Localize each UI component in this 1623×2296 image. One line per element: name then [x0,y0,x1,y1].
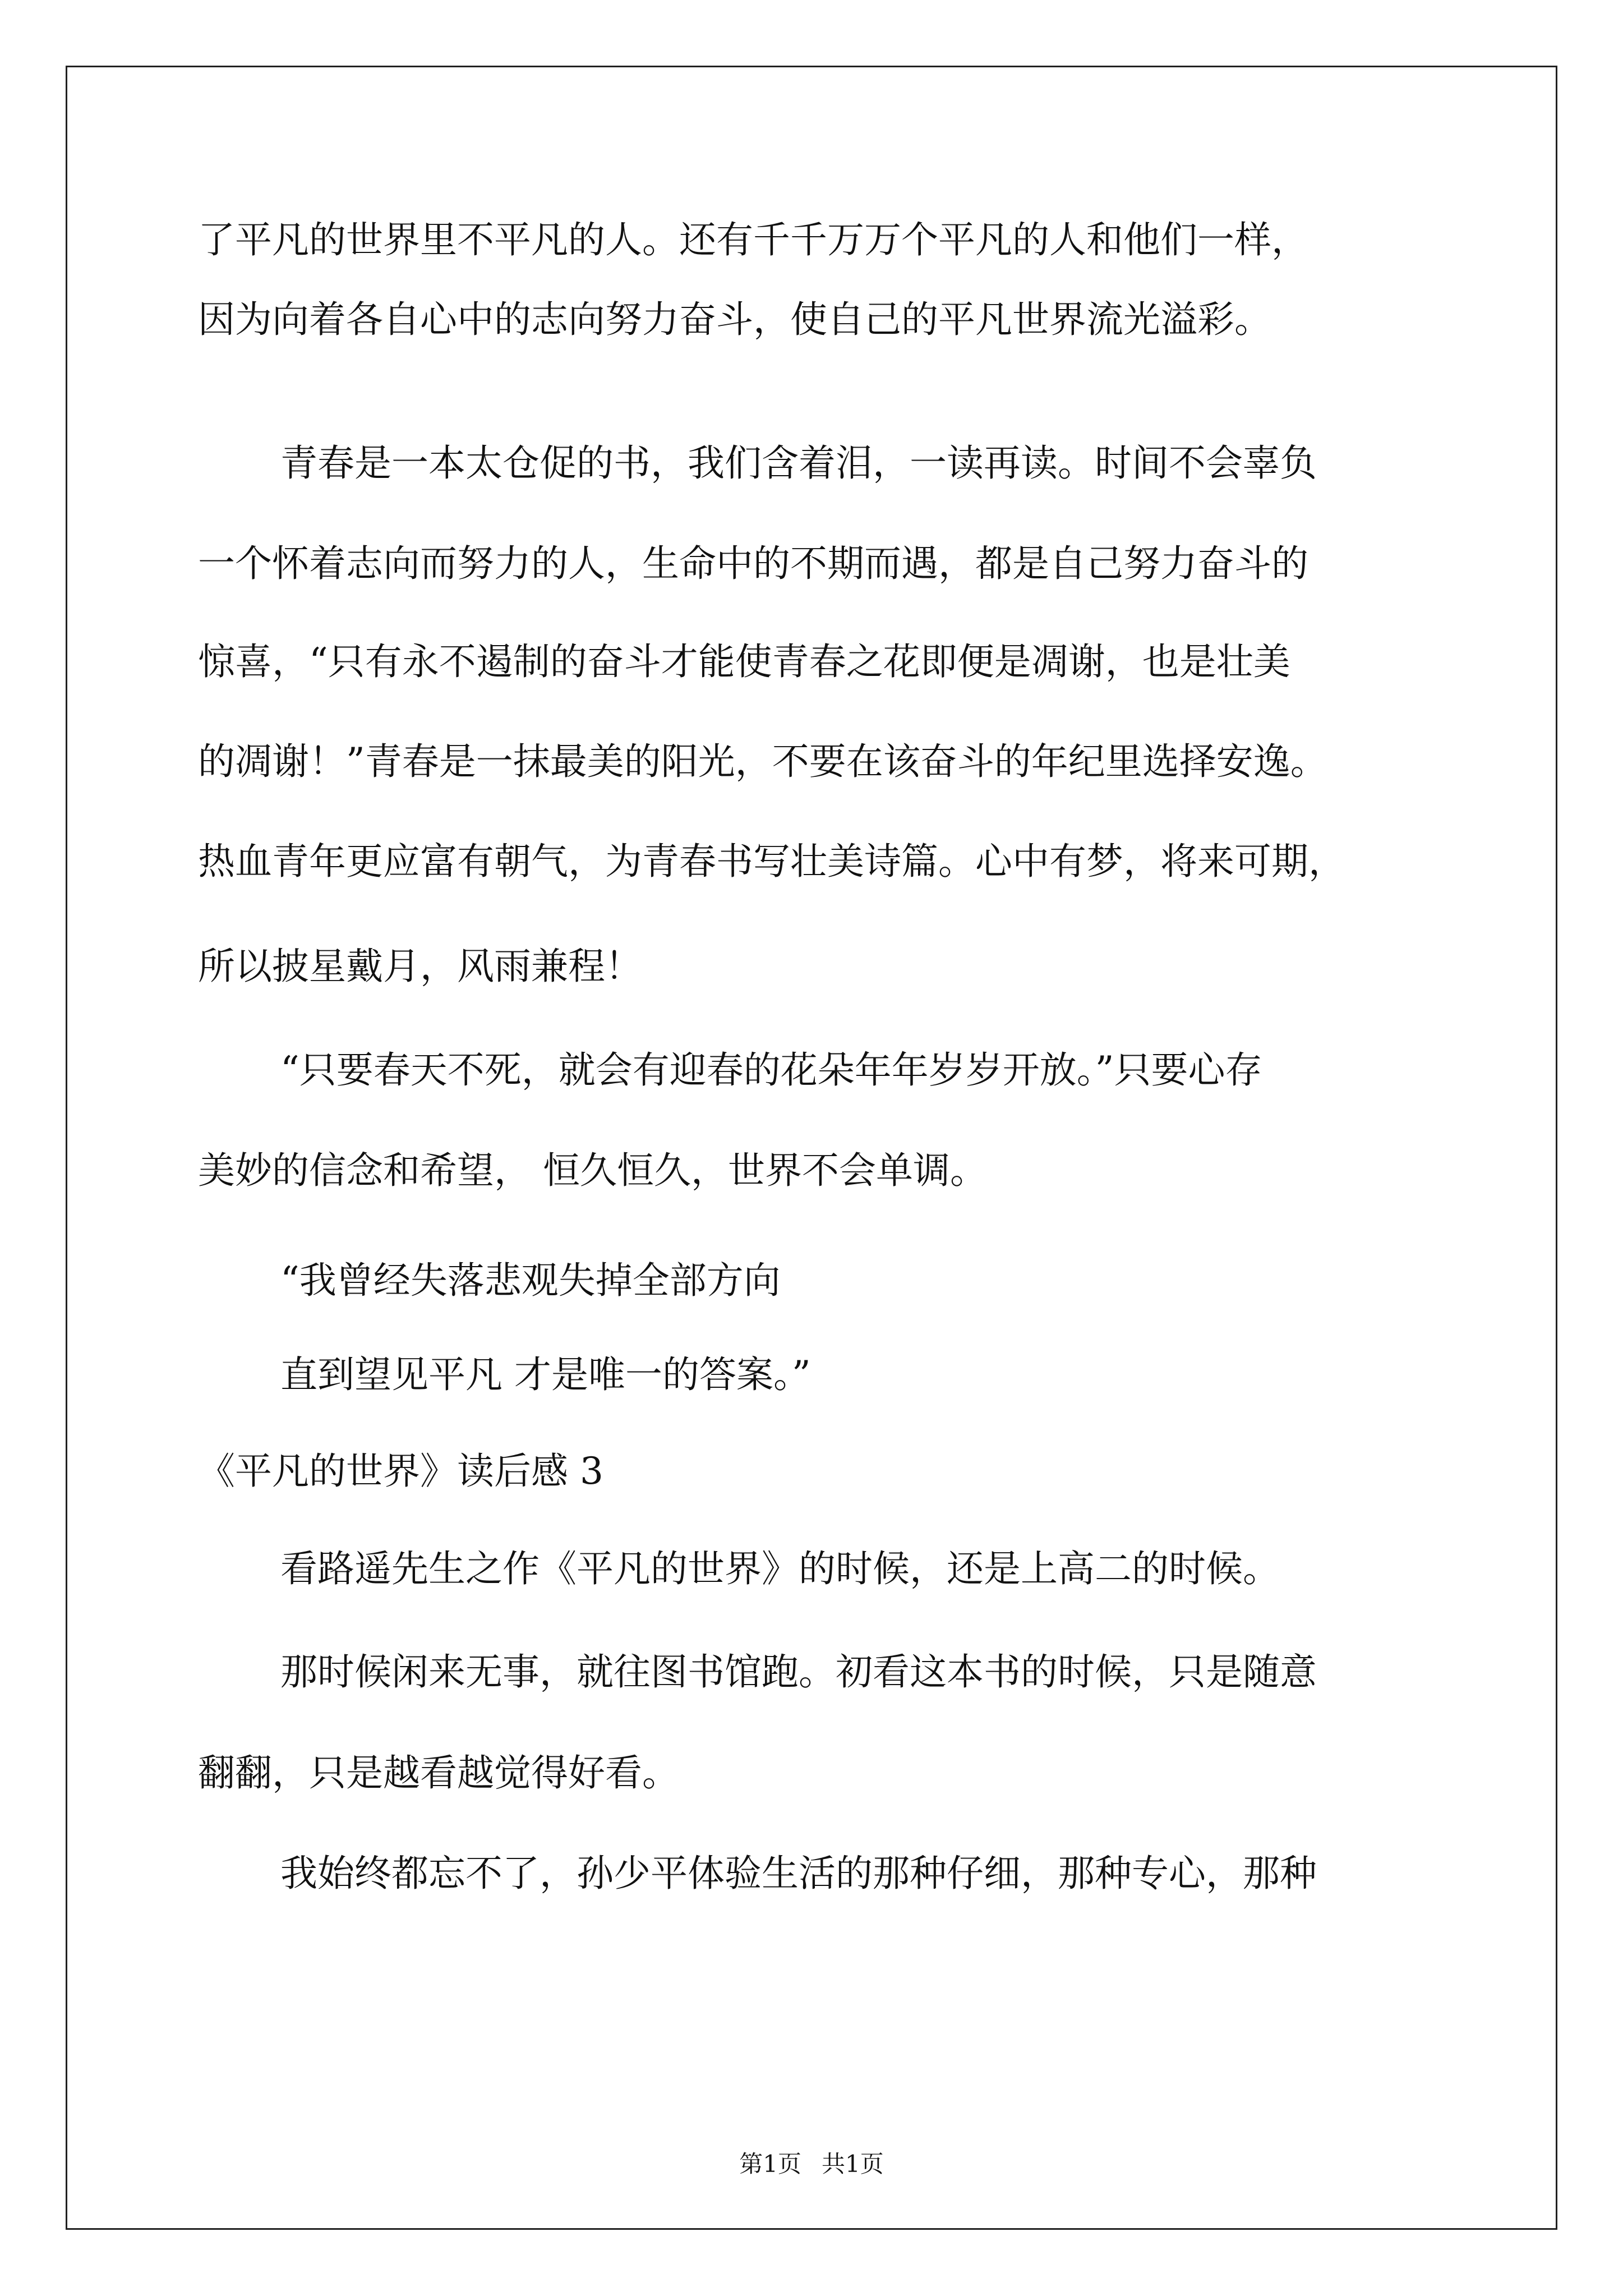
body-line-8: 所以披星戴月，风雨兼程！ [198,945,642,988]
body-line-9: “只要春天不死，就会有迎春的花朵年年岁岁开放。”只要心存 [280,1048,1262,1092]
section-heading: 《平凡的世界》读后感 3 [198,1450,603,1493]
body-line-4: 一个怀着志向而努力的人，生命中的不期而遇，都是自己努力奋斗的 [198,542,1308,585]
body-line-7: 热血青年更应富有朝气，为青春书写壮美诗篇。心中有梦，将来可期， [198,840,1345,883]
page-current: 第1页 [739,2150,801,2178]
page-total: 共1页 [822,2150,884,2178]
body-line-12: 直到望见平凡 才是唯一的答案。” [280,1353,811,1396]
body-line-14: 那时候闲来无事，就往图书馆跑。初看这本书的时候，只是随意 [280,1650,1317,1694]
page-footer [0,2148,1623,2180]
body-line-10: 美妙的信念和希望， 恒久恒久，世界不会单调。 [198,1149,987,1192]
body-line-16: 我始终都忘不了，孙少平体验生活的那种仔细，那种专心，那种 [280,1852,1317,1895]
body-line-2: 因为向着各自心中的志向努力奋斗，使自己的平凡世界流光溢彩。 [198,298,1271,341]
body-line-13: 看路遥先生之作《平凡的世界》的时候，还是上高二的时候。 [280,1547,1280,1590]
body-line-11: “我曾经失落悲观失掉全部方向 [280,1259,781,1302]
body-line-15: 翻翻，只是越看越觉得好看。 [198,1751,679,1795]
body-line-6: 的凋谢！”青春是一抹最美的阳光，不要在该奋斗的年纪里选择安逸。 [198,740,1327,783]
body-line-3: 青春是一本太仓促的书，我们含着泪，一读再读。时间不会辜负 [280,441,1317,485]
body-line-1: 了平凡的世界里不平凡的人。还有千千万万个平凡的人和他们一样， [198,218,1308,261]
body-line-5: 惊喜，“只有永不遏制的奋斗才能使青春之花即便是凋谢，也是壮美 [198,640,1290,683]
